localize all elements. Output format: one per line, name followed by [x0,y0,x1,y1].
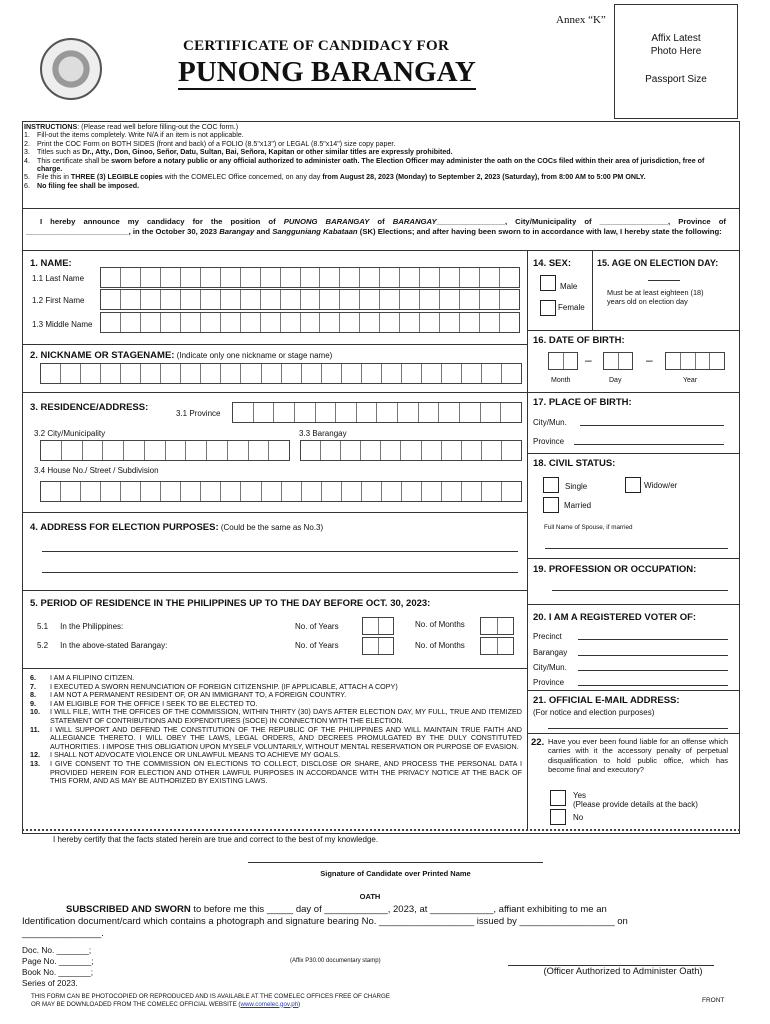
comelec-seal [40,38,102,100]
page-side-label: FRONT [702,997,725,1004]
voter-city-input[interactable] [578,670,728,671]
q22-text: Have you ever been found liable for an offense which carries with it the accessory penalty of perpetual disqualification to hold public office, which has become final and executory? [548,737,728,774]
nickname-input[interactable] [40,363,522,384]
instructions: INSTRUCTIONS: (Please read well before filling-out the COC form.) 1. Fill-out the items completely. Write N/A if an item is not applicable. 2. Print the COC Form on BOTH SIDES (front and back) of a FOLIO (8.5"x13") or LEGAL (8.5"x14") size copy paper. 3. Titles such as Dr., Atty., Don, Ginoo, Señor, Datu, Sultan, Bai, Señora, Kapitan or other similar titles are expressly prohibited. 4. This certificate shall be sworn before a notary public or any official authorized to administer oath. The Election Officer may administer the oath on the COCs filed within their area of jurisdiction, free of charge. 5. File this in THREE (3) LEGIBLE copies with the COMELEC Office concerned, on any day from August 28, 2023 (Monday) to September 2, 2023 (Saturday), from 8:00 AM to 5:00 PM ONLY. 6. No filing fee shall be imposed. [24,123,705,190]
residence-city-input[interactable] [40,440,290,461]
birth-year-input[interactable] [665,352,725,370]
declarations-list: 6. I AM A FILIPINO CITIZEN. 7. I EXECUTED A SWORN RENUNCIATION OF FOREIGN CITIZENSHIP. (IF APPLICABLE, ATTACH A COPY) 8. I AM NOT A PERMANENT RESIDENT OF, OR AN IMMIGRANT TO, A FOREIGN COUNTRY. 9. I AM ELIGIBLE FOR THE OFFICE I SEEK TO BE ELECTED TO. 10. I WILL FILE, WITH THE OFFICES OF THE COMMISSION, WITHIN THIRTY (30) DAYS AFTER ELECTION DAY, MY FULL, TRUE AND ITEMIZED STATEMENT OF CONTRIBUTIONS AND EXPENDITURES (SOCE) IN CONNECTION WITH THE ELECTION. 11. I WILL SUPPORT AND DEFEND THE CONSTITUTION OF THE REPUBLIC OF THE PHILIPPINES AND WILL MAINTAIN TRUE FAITH AND ALLEGIANCE THERETO. I WILL OBEY THE LAWS, LEGAL ORDERS, AND DECREES PROMULGATED BY THE DULY CONSTITUTED AUTHORITIES. I IMPOSE THIS OBLIGATION UPON MYSELF VOLUNTARILY, WITHOUT MENTAL RESERVATION OR PURPOSE OF EVASION. 12. I SHALL NOT ADVOCATE VIOLENCE OR UNLAWFUL MEANS TO ACHIEVE MY GOALS. 13. I GIVE CONSENT TO THE COMMISSION ON ELECTIONS TO COLLECT, DISCLOSE OR SHARE, AND PROCESS THE PERSONAL DATA I PROVIDED HEREIN FOR ELECTION AND OTHER LAWFUL PURPOSES IN ACCORDANCE WITH THE PRIVACY NOTICE AT THE BACK OF THIS FORM, AND AS MAY BE AUTHORIZED BY EXISTING LAWS. [30,673,522,786]
precinct-input[interactable] [578,639,728,640]
signature-label: Signature of Candidate over Printed Name [320,869,471,878]
email-input[interactable] [548,728,728,729]
house-street-input[interactable] [40,481,522,502]
residence-province-input[interactable] [232,402,522,423]
oath-heading: OATH [359,892,381,901]
nickname-heading: 2. NICKNAME OR STAGENAME: (Indicate only one nickname or stage name) [30,350,333,361]
first-name-input[interactable] [100,289,520,310]
period-heading: 5. PERIOD OF RESIDENCE IN THE PHILIPPINES UP TO THE DAY BEFORE OCT. 30, 2023: [30,598,431,609]
announcement: I hereby announce my candidacy for the position of PUNONG BARANGAY of BARANGAY________________, City/Municipality of ________________, Province of ________________________, in the October 30, 2023 Barangay and Sangguniang Kabataan (SK) Elections; and after having been sworn to in accordance with law, I hereby state the following: [26,217,726,236]
q22-no-checkbox[interactable] [550,809,566,825]
age-input[interactable] [648,280,680,281]
residence-barangay-input[interactable] [300,440,522,461]
brgy-months-input[interactable] [480,637,514,655]
oath-text: SUBSCRIBED AND SWORN to before me this _____ day of ____________, 2023, at ____________, affiant exhibiting to me an Identification document/card which contains a photograph and signature bearing No. __________________ issued by __________________ on _______________. [22,904,628,939]
election-address-line-2[interactable] [42,572,518,573]
last-name-input[interactable] [100,267,520,288]
birth-month-input[interactable] [548,352,578,370]
position-title: PUNONG BARANGAY [178,56,476,88]
certification: I hereby certify that the facts stated herein are true and correct to the best of my knowledge. [53,835,379,844]
residence-heading: 3. RESIDENCE/ADDRESS: [30,402,149,413]
doc-stamp-note: (Affix P30.00 documentary stamp) [290,958,381,964]
profession-input[interactable] [552,590,728,591]
photo-box: Affix Latest Photo Here Passport Size [614,4,738,119]
election-address-heading: 4. ADDRESS FOR ELECTION PURPOSES: (Could be the same as No.3) [30,522,324,533]
election-address-line-1[interactable] [42,551,518,552]
ph-years-input[interactable] [362,617,394,635]
voter-barangay-input[interactable] [578,655,728,656]
sex-heading: 14. SEX: [533,258,572,269]
footer-note: THIS FORM CAN BE PHOTOCOPIED OR REPRODUCED AND IS AVAILABLE AT THE COMELEC OFFICES FREE OF CHARGE OR MAY BE DOWNLOADED FROM THE COMELEC OFFICIAL WEBSITE (www.comelec.gov.ph) [31,993,390,1008]
brgy-years-input[interactable] [362,637,394,655]
annex-label: Annex “K” [556,14,606,26]
birth-place-heading: 17. PLACE OF BIRTH: [533,397,632,408]
birth-province-input[interactable] [574,444,724,445]
form-title: CERTIFICATE OF CANDIDACY FOR [183,38,450,54]
notary-block: Doc. No. _______; Page No. _______; Book No. _______; Series of 2023. [22,945,94,988]
voter-province-input[interactable] [578,685,728,686]
age-heading: 15. AGE ON ELECTION DAY: [597,258,719,268]
voter-heading: 20. I AM A REGISTERED VOTER OF: [533,612,697,623]
profession-heading: 19. PROFESSION OR OCCUPATION: [533,564,697,575]
name-heading: 1. NAME: [30,258,72,269]
birth-day-input[interactable] [603,352,633,370]
middle-name-input[interactable] [100,312,520,333]
comelec-website-link[interactable]: www.comelec.gov.ph [240,1000,299,1008]
birth-city-input[interactable] [580,425,724,426]
officer-label: (Officer Authorized to Administer Oath) [543,966,703,976]
birth-date-heading: 16. DATE OF BIRTH: [533,335,625,346]
q22-yes-checkbox[interactable] [550,790,566,806]
single-checkbox[interactable] [543,477,559,493]
q22-number: 22. [531,737,545,748]
ph-months-input[interactable] [480,617,514,635]
civil-status-heading: 18. CIVIL STATUS: [533,458,616,469]
email-heading: 21. OFFICIAL E-MAIL ADDRESS: [533,695,680,706]
spouse-name-input[interactable] [545,548,728,549]
male-checkbox[interactable] [540,275,556,291]
signature-line[interactable] [248,862,543,863]
female-checkbox[interactable] [540,300,556,316]
married-checkbox[interactable] [543,497,559,513]
widow-checkbox[interactable] [625,477,641,493]
